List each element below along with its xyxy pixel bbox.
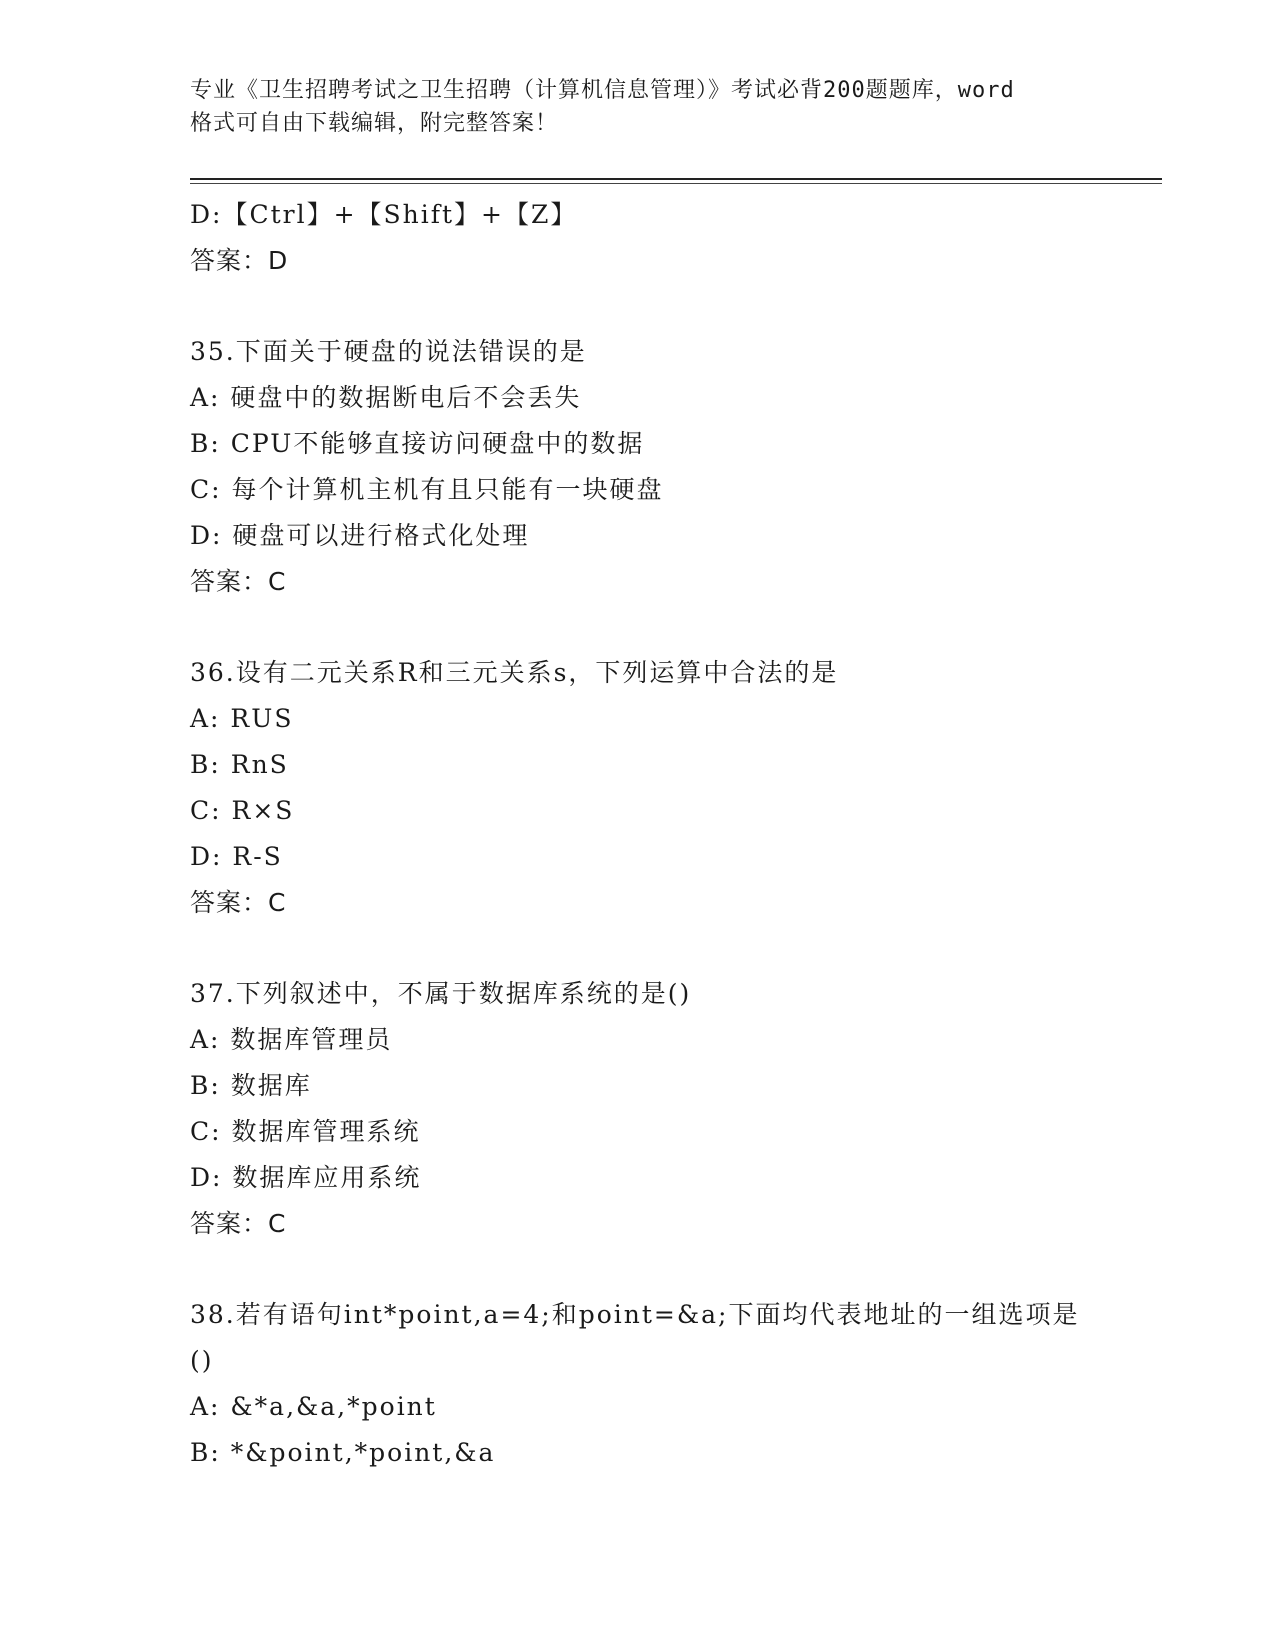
option-c: C: 每个计算机主机有且只能有一块硬盘 [190,475,664,504]
spacer [190,605,1150,650]
option-b: B: CPU不能够直接访问硬盘中的数据 [190,429,645,458]
answer-line: 答案：C [190,1209,287,1238]
option-d: D: 硬盘可以进行格式化处理 [190,521,530,550]
option-a: A: &*a,&a,*point [190,1392,437,1421]
option-d: D: 数据库应用系统 [190,1163,422,1192]
prev-answer: 答案：D [190,246,289,275]
answer-line: 答案：C [190,888,287,917]
question-37 [190,971,1150,1247]
option-d: D: R-S [190,842,283,871]
question-35 [190,329,1150,605]
question-stem: 36.设有二元关系R和三元关系s，下列运算中合法的是 [190,658,839,687]
option-c: C: R×S [190,796,295,825]
question-stem: 37.下列叙述中，不属于数据库系统的是() [190,979,692,1008]
question-36 [190,650,1150,926]
spacer [190,1247,1150,1292]
question-list [190,192,1150,1476]
option-c: C: 数据库管理系统 [190,1117,421,1146]
option-b: B: 数据库 [190,1071,312,1100]
answer-line: 答案：C [190,567,287,596]
option-a: A: 硬盘中的数据断电后不会丢失 [190,383,582,412]
question-stem: 35.下面关于硬盘的说法错误的是 [190,337,587,366]
spacer [190,284,1150,329]
document-header [190,74,1090,140]
header-line-2: 格式可自由下载编辑，附完整答案！ [190,111,559,136]
option-b: B: *&point,*point,&a [190,1438,496,1467]
option-a: A: 数据库管理员 [190,1025,393,1054]
prev-option-d: D:【Ctrl】+【Shift】+【Z】 [190,200,578,229]
question-stem: 38.若有语句int*point,a=4;和point=&a;下面均代表地址的一组选项是() [190,1300,1080,1375]
option-a: A: RUS [190,704,294,733]
header-line-1: 专业《卫生招聘考试之卫生招聘（计算机信息管理）》考试必背200题题库，word [190,78,1015,103]
option-b: B: RnS [190,750,289,779]
header-rule-thick [190,178,1162,180]
question-38 [190,1292,1150,1476]
spacer [190,926,1150,971]
header-rule-thin [190,183,1162,184]
